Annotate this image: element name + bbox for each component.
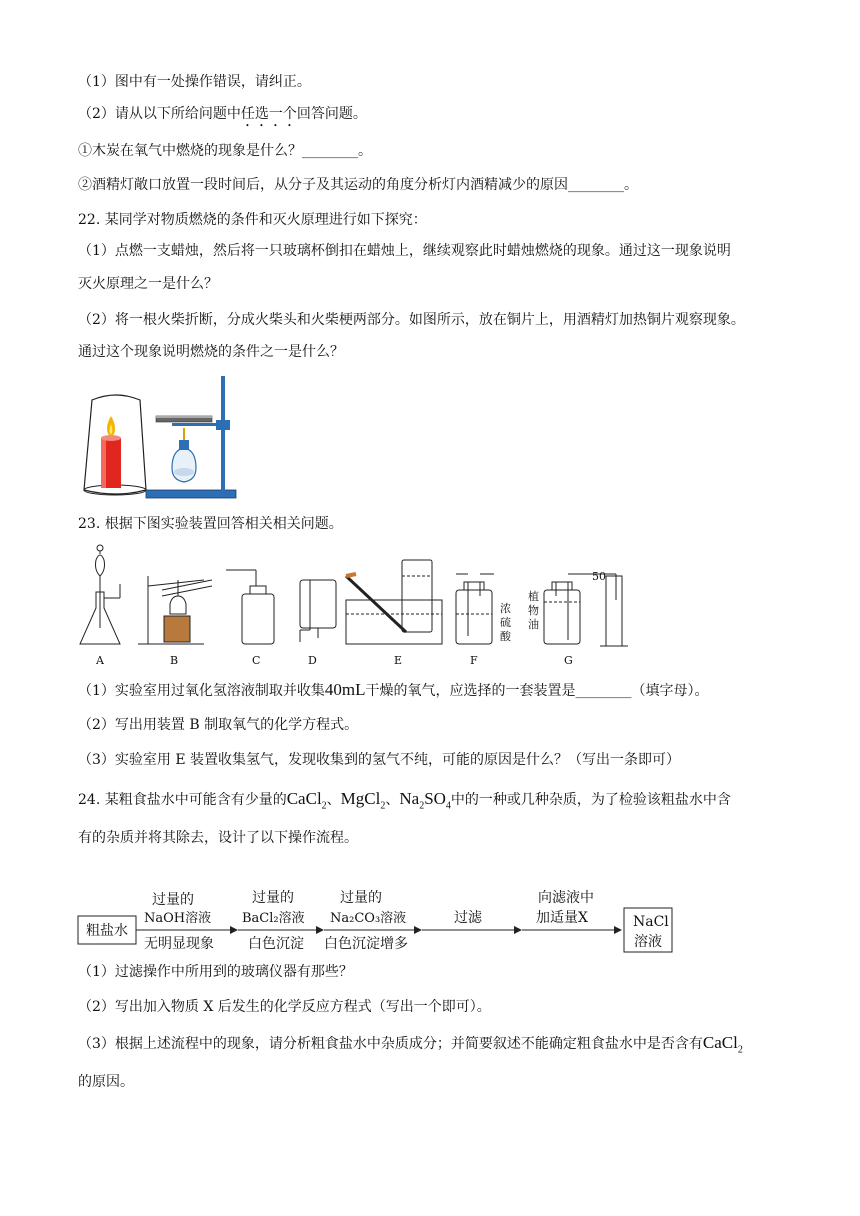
apparatus-a xyxy=(80,545,120,644)
q23-part2: （2）写出用装置 B 制取氧气的化学方程式。 xyxy=(78,717,359,733)
label-oil-3: 油 xyxy=(528,618,539,631)
q22-part2-line1: （2）将一根火柴折断，分成火柴头和火柴梗两部分。如图所示，放在铜片上，用酒精灯加热铜片观察现象。 xyxy=(78,312,745,328)
apparatus-f xyxy=(456,574,494,644)
q24-part3-line1 xyxy=(78,1033,743,1060)
q23-title: 23. 根据下图实验装置回答相关相关问题。 xyxy=(78,516,343,532)
flow-step1-top1: 过量的 xyxy=(152,892,194,908)
apparatus-e xyxy=(346,560,442,644)
q22-part1-line1: （1）点燃一支蜡烛，然后将一只玻璃杯倒扣在蜡烛上，继续观察此时蜡烛燃烧的现象。通过这一现象说明 xyxy=(78,243,731,259)
label-d: D xyxy=(308,654,317,667)
q21-option2: ②酒精灯敞口放置一段时间后，从分子及其运动的角度分析灯内酒精减少的原因________。 xyxy=(78,177,638,193)
q21-option1: ①木炭在氧气中燃烧的现象是什么？________。 xyxy=(78,143,372,159)
copper-plate-heating xyxy=(146,376,236,498)
q21-part1: （1）图中有一处操作错误，请纠正。 xyxy=(78,74,311,90)
flow-step3-top2: Na₂CO₃溶液 xyxy=(330,911,407,926)
flow-step5-top1: 向滤液中 xyxy=(538,890,594,906)
flow-step2-top1: 过量的 xyxy=(252,890,294,906)
candle-under-glass xyxy=(84,395,146,495)
q21-part2 xyxy=(78,104,367,130)
apparatus-b xyxy=(138,576,212,644)
q22-part1-line2: 灭火原理之一是什么？ xyxy=(78,276,218,292)
q22-part2-line2: 通过这个现象说明燃烧的条件之一是什么？ xyxy=(78,344,344,360)
label-oil-2: 物 xyxy=(528,604,539,617)
formula-na2so4: $Na_2SO_4$ xyxy=(399,789,451,812)
q22-figure xyxy=(76,372,246,502)
label-g: G xyxy=(564,654,573,667)
flow-step2-top2: BaCl₂溶液 xyxy=(242,911,305,926)
q24-line1-a: 24. 某粗食盐水中可能含有少量的 xyxy=(78,792,287,808)
flow-step1-bottom: 无明显现象 xyxy=(144,936,214,952)
q22-title: 22. 某同学对物质燃烧的条件和灭火原理进行如下探究： xyxy=(78,212,427,228)
q24-line1-b: 中的一种或几种杂质，为了检验该粗盐水中含 xyxy=(450,792,731,808)
q23-part1-a: （1）实验室用过氧化氢溶液制取并收集 xyxy=(78,683,325,699)
q21-part2-c: 回答问题。 xyxy=(296,106,367,122)
cylinder-mark: 50 xyxy=(592,570,606,583)
q23-part1-b: 干燥的氧气，应选择的一套装置是________（填字母）。 xyxy=(365,683,709,699)
formula-cacl2-2: CaCl$_2$ xyxy=(702,1033,743,1056)
q21-part2-a: （2）请从以下所给问题中 xyxy=(78,106,241,122)
formula-cacl2: CaCl$_2$ xyxy=(286,789,327,812)
q23-volume: 40mL xyxy=(324,680,366,699)
flow-step1-top2: NaOH溶液 xyxy=(144,911,212,926)
flow-end-1: NaCl xyxy=(633,914,669,930)
label-conc-2: 硫 xyxy=(500,616,511,629)
flow-step4: 过滤 xyxy=(454,910,482,926)
label-conc-1: 浓 xyxy=(500,602,511,615)
q24-part3-a: （3）根据上述流程中的现象，请分析粗食盐水中杂质成分；并简要叙述不能确定粗食盐水中是否含有 xyxy=(78,1036,703,1052)
apparatus-g xyxy=(544,574,628,646)
label-f: F xyxy=(470,654,478,667)
q24-line2: 有的杂质并将其除去，设计了以下操作流程。 xyxy=(78,830,358,846)
flow-step5-top2: 加适量X xyxy=(536,910,588,926)
q23-part1 xyxy=(78,680,709,701)
q21-part2-emphasis: 任选一个 xyxy=(240,106,297,122)
flow-step3-top1: 过量的 xyxy=(340,890,382,906)
flow-step3-bottom: 白色沉淀增多 xyxy=(324,936,408,952)
q23-apparatus-figure xyxy=(76,540,636,670)
q24-line1: 24. 某粗食盐水中可能含有少量的CaCl$_2$、MgCl$_2$、$Na_2SO_4$中的一种或几种杂质，为了检验该粗盐水中含 xyxy=(78,789,731,812)
label-a: A xyxy=(96,654,104,667)
q24-part1: （1）过滤操作中所用到的玻璃仪器有那些？ xyxy=(78,964,353,980)
label-conc-3: 酸 xyxy=(500,630,511,643)
flow-end-2: 溶液 xyxy=(634,934,662,950)
label-e: E xyxy=(394,654,403,667)
formula-mgcl2: MgCl$_2$ xyxy=(340,789,386,812)
label-c: C xyxy=(252,654,261,667)
apparatus-d xyxy=(300,580,336,642)
label-oil-1: 植 xyxy=(528,590,539,603)
label-b: B xyxy=(170,654,179,667)
apparatus-c xyxy=(226,570,274,644)
q24-flowchart xyxy=(76,880,676,960)
q24-part3-line2: 的原因。 xyxy=(78,1074,134,1090)
q24-part2: （2）写出加入物质 X 后发生的化学反应方程式（写出一个即可）。 xyxy=(78,999,491,1015)
flow-start: 粗盐水 xyxy=(86,923,128,939)
q23-part3: （3）实验室用 E 装置收集氢气，发现收集到的氢气不纯，可能的原因是什么？（写出一条即可） xyxy=(78,752,681,768)
flow-step2-bottom: 白色沉淀 xyxy=(248,936,304,952)
